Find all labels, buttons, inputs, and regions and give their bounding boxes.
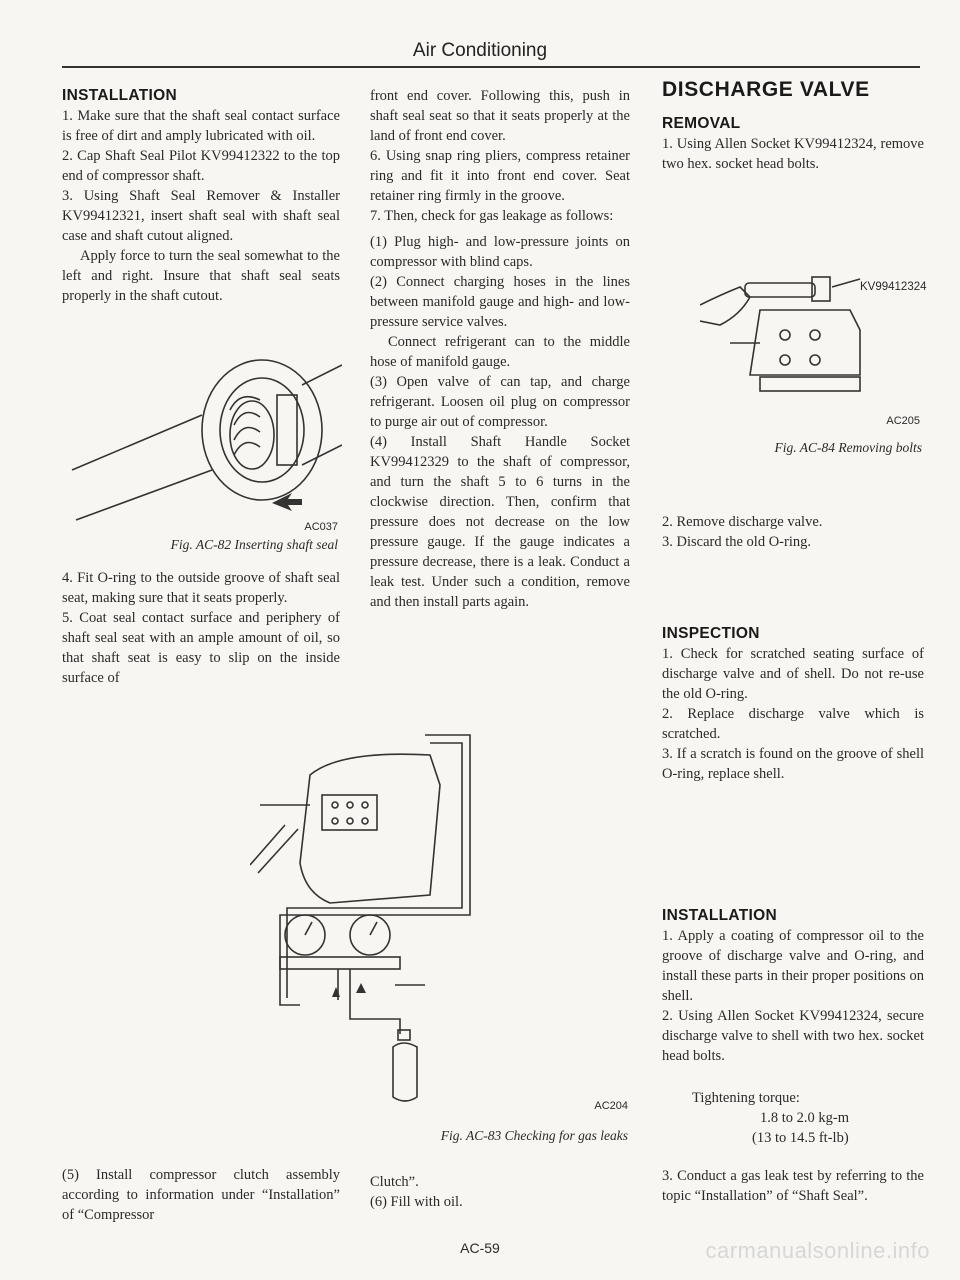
removal-heading: REMOVAL <box>662 115 741 132</box>
inspection-heading: INSPECTION <box>662 625 760 642</box>
column-1-lower <box>62 568 340 688</box>
column-3-removal <box>662 512 924 552</box>
fig-ac84-caption: Fig. AC-84 Removing bolts <box>774 440 922 455</box>
fig-ac82-id: AC037 <box>304 521 338 533</box>
step-5: 5. Coat seal contact surface and periphery of shaft seal seat with an ample amount of oil, so that shaft seat is easy to slip on the inside surface of <box>62 610 340 686</box>
step-1: 1. Make sure that the shaft seal contact surface is free of dirt and amply lubricated with oil. <box>62 108 340 144</box>
install-step-2: 2. Using Allen Socket KV99412324, secure discharge valve to shell with two hex. socket head bolts. <box>662 1008 924 1064</box>
step-2: 2. Cap Shaft Seal Pilot KV99412322 to the top end of compressor shaft. <box>62 148 340 184</box>
watermark: carmanualsonline.info <box>705 1238 930 1263</box>
substep-2: (2) Connect charging hoses in the lines between manifold gauge and high- and low-pressure service valves. <box>370 274 630 330</box>
removal-step-3: 3. Discard the old O-ring. <box>662 534 811 550</box>
page-header: Air Conditioning <box>412 40 548 61</box>
inspection-step-3: 3. If a scratch is found on the groove of shell O-ring, replace shell. <box>662 746 924 782</box>
column-2-bottom <box>370 1172 630 1212</box>
fig-ac84-id: AC205 <box>886 415 920 427</box>
substep-6: (6) Fill with oil. <box>370 1194 463 1210</box>
substep-1: (1) Plug high- and low-pressure joints on compressor with blind caps. <box>370 234 630 270</box>
shaft-seal-figure <box>62 355 342 535</box>
install-step-1: 1. Apply a coating of compressor oil to the groove of discharge valve and O-ring, and install these parts in their proper positions on shell. <box>662 928 924 1004</box>
removal-step-2: 2. Remove discharge valve. <box>662 514 823 530</box>
socket-label: KV99412324 <box>860 281 927 293</box>
substep-2-note: Connect refrigerant can to the middle hose of manifold gauge. <box>370 334 630 370</box>
fig-ac83-id: AC204 <box>594 1100 628 1112</box>
inspection-step-1: 1. Check for scratched seating surface of discharge valve and of shell. Do not re-use the old O-ring. <box>662 646 924 702</box>
step-3-note: Apply force to turn the seal somewhat to the left and right. Insure that shaft seal seats properly in the shaft cutout. <box>62 248 340 304</box>
discharge-valve-title: DISCHARGE VALVE <box>662 78 870 101</box>
torque-metric: 1.8 to 2.0 kg-m <box>760 1110 850 1126</box>
step-6: 6. Using snap ring pliers, compress retainer ring and fit it into front end cover. Seat retainer ring firmly in the groove. <box>370 148 630 204</box>
column-1-bottom <box>62 1165 340 1225</box>
install-step-3: 3. Conduct a gas leak test by referring to the topic “Installation” of “Shaft Seal”. <box>662 1168 924 1204</box>
column-3-bottom <box>662 1166 924 1206</box>
header-rule <box>62 66 920 68</box>
step-5-cont: front end cover. Following this, push in shaft seal seat so that it seats properly at the land of front end cover. <box>370 88 630 144</box>
column-2 <box>370 86 630 612</box>
torque-imperial: (13 to 14.5 ft-lb) <box>752 1130 849 1146</box>
installation-heading-2: INSTALLATION <box>662 907 777 924</box>
leak-check-figure <box>250 725 490 1110</box>
column-1 <box>62 86 340 306</box>
substep-5: (5) Install compressor clutch assembly according to information under “Installation” of “Compressor <box>62 1167 340 1223</box>
fig-ac82-caption: Fig. AC-82 Inserting shaft seal <box>170 537 338 552</box>
torque-label: Tightening torque: <box>692 1090 800 1106</box>
torque-spec <box>692 1088 922 1148</box>
fig-ac83-caption: Fig. AC-83 Checking for gas leaks <box>440 1128 628 1143</box>
removal-step-1: 1. Using Allen Socket KV99412324, remove two hex. socket head bolts. <box>662 136 924 172</box>
step-3: 3. Using Shaft Seal Remover & Installer KV99412321, insert shaft seal with shaft seal case and shaft cutout aligned. <box>62 188 340 244</box>
substep-3: (3) Open valve of can tap, and charge refrigerant. Loosen oil plug on compressor to purge air out of compressor. <box>370 374 630 430</box>
column-3-installation <box>662 906 924 1066</box>
column-3 <box>662 80 924 174</box>
substep-4: (4) Install Shaft Handle Socket KV99412329 to the shaft of compressor, and turn the shaft 5 to 6 turns in the clockwise direction. Then, confirm that pressure does not decrease on the low pressure gauge. If the gauge indicates a pressure decrease, there is a leak. Conduct a leak test. Under such a condition, remove and then install parts again. <box>370 434 630 610</box>
step-4: 4. Fit O-ring to the outside groove of shaft seal seat, making sure that it seats properly. <box>62 570 340 606</box>
installation-heading: INSTALLATION <box>62 87 177 104</box>
page-number: AC-59 <box>460 1240 500 1256</box>
inspection-step-2: 2. Replace discharge valve which is scratched. <box>662 706 924 742</box>
step-7: 7. Then, check for gas leakage as follows: <box>370 208 614 224</box>
column-3-inspection <box>662 624 924 784</box>
clutch-cont: Clutch”. <box>370 1174 419 1190</box>
